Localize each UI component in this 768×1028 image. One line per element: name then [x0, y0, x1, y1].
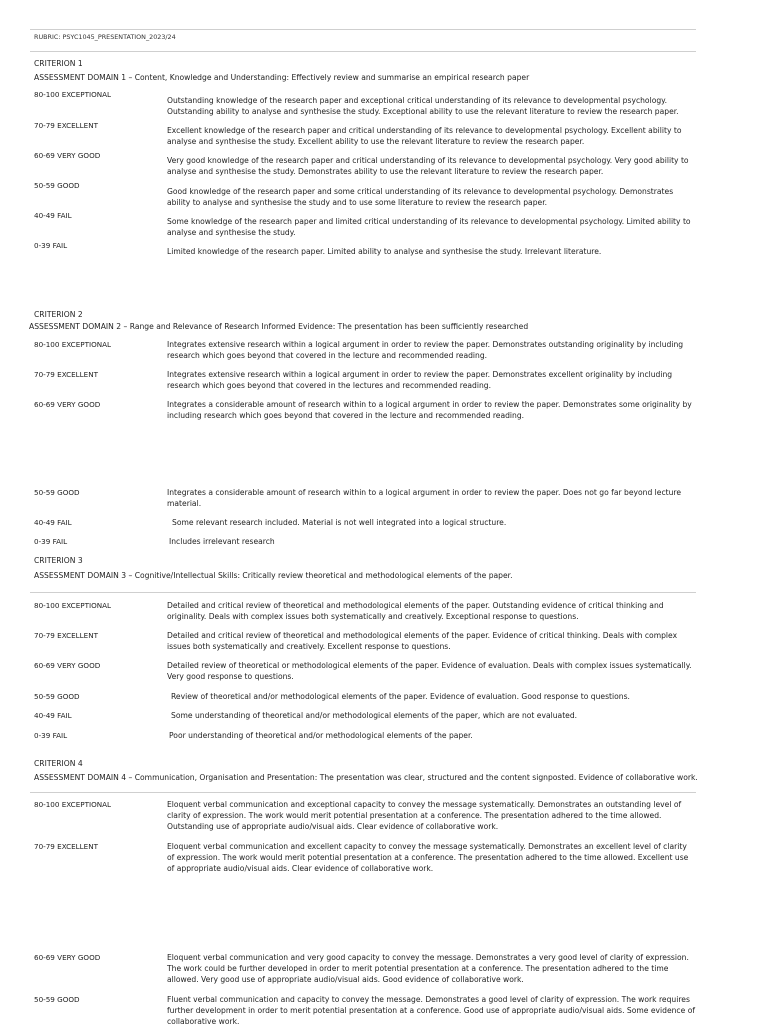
criterion-3-band-very-good: 60-69 VERY GOOD: [34, 661, 101, 670]
criterion-4-desc-very-good: Eloquent verbal communication and very good capacity to convey the message. Demonstrates a very good level of clarity of expression. The work could be further developed in order to merit potential presentation at a conference. The presentation adhered to the time allowed. Very good use of appropriate audio/visual aids. Good evidence of collaborative work.: [167, 953, 689, 985]
criterion-3-desc-fail-0: Poor understanding of theoretical and/or methodological elements of the paper.: [169, 731, 473, 740]
criterion-1-title: CRITERION 1: [34, 59, 83, 68]
criterion-2-band-good: 50-59 GOOD: [34, 488, 80, 497]
criterion-1-desc-fail-40: Some knowledge of the research paper and limited critical understanding of its relevance to developmental psychology. Limited ability to analyse and synthesise the study.: [167, 217, 691, 238]
criterion-3-divider: [30, 592, 696, 593]
criterion-3-band-fail-40: 40-49 FAIL: [34, 711, 72, 720]
criterion-3-title: CRITERION 3: [34, 556, 83, 565]
criterion-3-desc-very-good: Detailed review of theoretical or methodological elements of the paper. Evidence of evaluation. Deals with complex issues systematically. Very good response to questions.: [167, 661, 692, 682]
criterion-1-desc-exceptional: Outstanding knowledge of the research paper and exceptional critical understanding of its relevance to developmental psychology. Outstanding ability to analyse and synthesise the study. Exceptional ability to use the relevant literature to review the research paper.: [167, 96, 679, 117]
criterion-2-band-fail-40: 40-49 FAIL: [34, 518, 72, 527]
criterion-2-title: CRITERION 2: [34, 310, 83, 319]
criterion-4-divider: [30, 792, 696, 793]
criterion-3-band-excellent: 70-79 EXCELLENT: [34, 631, 98, 640]
criterion-2-band-excellent: 70-79 EXCELLENT: [34, 370, 98, 379]
criterion-1-band-good: 50-59 GOOD: [34, 181, 80, 190]
criterion-4-title: CRITERION 4: [34, 759, 83, 768]
criterion-3-band-good: 50-59 GOOD: [34, 692, 80, 701]
criterion-2-desc-excellent: Integrates extensive research within a logical argument in order to review the paper. Demonstrates excellent originality by including research which goes beyond that covered in the lectures and recommended reading.: [167, 370, 673, 391]
criterion-1-band-very-good: 60-69 VERY GOOD: [34, 151, 101, 160]
criterion-3-desc-fail-40: Some understanding of theoretical and/or methodological elements of the paper, which are not evaluated.: [171, 711, 578, 720]
criterion-1-desc-excellent: Excellent knowledge of the research paper and critical understanding of its relevance to developmental psychology. Excellent ability to analyse and synthesise the study. Excellent ability to use the relevant literature to review the research paper.: [167, 126, 682, 147]
criterion-2-band-exceptional: 80-100 EXCEPTIONAL: [34, 340, 112, 349]
criterion-3-desc-good: Review of theoretical and/or methodological elements of the paper. Evidence of evaluation. Good response to questions.: [171, 692, 630, 701]
criterion-2-band-very-good: 60-69 VERY GOOD: [34, 400, 101, 409]
criterion-1-desc-very-good: Very good knowledge of the research paper and critical understanding of its relevance to developmental psychology. Very good ability to analyse and synthesise the study. Demonstrates ability to use the relevant literature to review the research paper.: [167, 156, 689, 177]
rubric-header: RUBRIC: PSYC1045_PRESENTATION_2023/24: [34, 33, 176, 41]
criterion-4-band-excellent: 70-79 EXCELLENT: [34, 842, 98, 851]
criterion-4-band-very-good: 60-69 VERY GOOD: [34, 953, 101, 962]
top-divider: [30, 29, 696, 30]
criterion-3-domain: ASSESSMENT DOMAIN 3 – Cognitive/Intellectual Skills: Critically review theoretical and methodological elements of the paper.: [34, 571, 513, 580]
criterion-1-domain: ASSESSMENT DOMAIN 1 – Content, Knowledge and Understanding: Effectively review and summarise an empirical research paper: [34, 73, 530, 82]
criterion-4-desc-exceptional: Eloquent verbal communication and exceptional capacity to convey the message systematically. Demonstrates an outstanding level of clarity of expression. The work would merit potential presentation at a conference. The presentation adhered to the time allowed. Outstanding use of appropriate audio/visual aids. Clear evidence of collaborative work.: [167, 800, 682, 832]
criterion-2-desc-exceptional: Integrates extensive research within a logical argument in order to review the paper. Demonstrates outstanding originality by including research which goes beyond that covered in the lecture and recommended reading.: [167, 340, 684, 361]
criterion-1-desc-fail-0: Limited knowledge of the research paper. Limited ability to analyse and synthesise the study. Irrelevant literature.: [167, 247, 602, 256]
criterion-3-band-fail-0: 0-39 FAIL: [34, 731, 68, 740]
criterion-2-desc-very-good: Integrates a considerable amount of research within to a logical argument in order to review the paper. Demonstrates some originality by including research which goes beyond that covered in the lecture and recommended reading.: [167, 400, 692, 421]
criterion-1-desc-good: Good knowledge of the research paper and some critical understanding of its relevance to developmental psychology. Demonstrates ability to analyse and synthesise the study and to use some literature to review the research paper.: [167, 187, 674, 208]
criterion-4-band-good: 50-59 GOOD: [34, 995, 80, 1004]
criterion-4-desc-excellent: Eloquent verbal communication and excellent capacity to convey the message systematically. Demonstrates an excellent level of clarity of expression. The work would merit potential presentation at a conference. The presentation adhered to the time allowed. Excellent use of appropriate audio/visual aids. Clear evidence of collaborative work.: [167, 842, 689, 874]
criterion-4-domain: ASSESSMENT DOMAIN 4 – Communication, Organisation and Presentation: The presentation was clear, structured and the content signposted. Evidence of collaborative work.: [34, 773, 698, 782]
criterion-2-desc-fail-0: Includes irrelevant research: [169, 537, 275, 546]
criterion-1-band-exceptional: 80-100 EXCEPTIONAL: [34, 90, 112, 99]
criterion-3-desc-excellent: Detailed and critical review of theoretical and methodological elements of the paper. Evidence of critical thinking. Deals with complex issues both systematically and creatively. Excellent response to questions.: [167, 631, 678, 652]
criterion-4-desc-good: Fluent verbal communication and capacity to convey the message. Demonstrates a good level of clarity of expression. The work requires further development in order to merit potential presentation at a conference. Good use of appropriate audio/visual aids. Some evidence of collaborative work.: [167, 995, 696, 1027]
criterion-2-desc-good: Integrates a considerable amount of research within to a logical argument in order to review the paper. Does not go far beyond lecture material.: [167, 488, 682, 509]
criterion-3-band-exceptional: 80-100 EXCEPTIONAL: [34, 601, 112, 610]
criterion-3-desc-exceptional: Detailed and critical review of theoretical and methodological elements of the paper. Outstanding evidence of critical thinking and originality. Deals with complex issues both systematically and creatively. Exceptional response to questions.: [167, 601, 664, 622]
criterion-1-band-fail-0: 0-39 FAIL: [34, 241, 68, 250]
header-divider: [30, 51, 696, 52]
criterion-2-domain: ASSESSMENT DOMAIN 2 – Range and Relevance of Research Informed Evidence: The presentation has been sufficiently researched: [29, 322, 529, 331]
criterion-1-band-fail-40: 40-49 FAIL: [34, 211, 72, 220]
criterion-4-band-exceptional: 80-100 EXCEPTIONAL: [34, 800, 112, 809]
criterion-1-band-excellent: 70-79 EXCELLENT: [34, 121, 98, 130]
criterion-2-desc-fail-40: Some relevant research included. Material is not well integrated into a logical structure.: [172, 518, 507, 527]
criterion-2-band-fail-0: 0-39 FAIL: [34, 537, 68, 546]
